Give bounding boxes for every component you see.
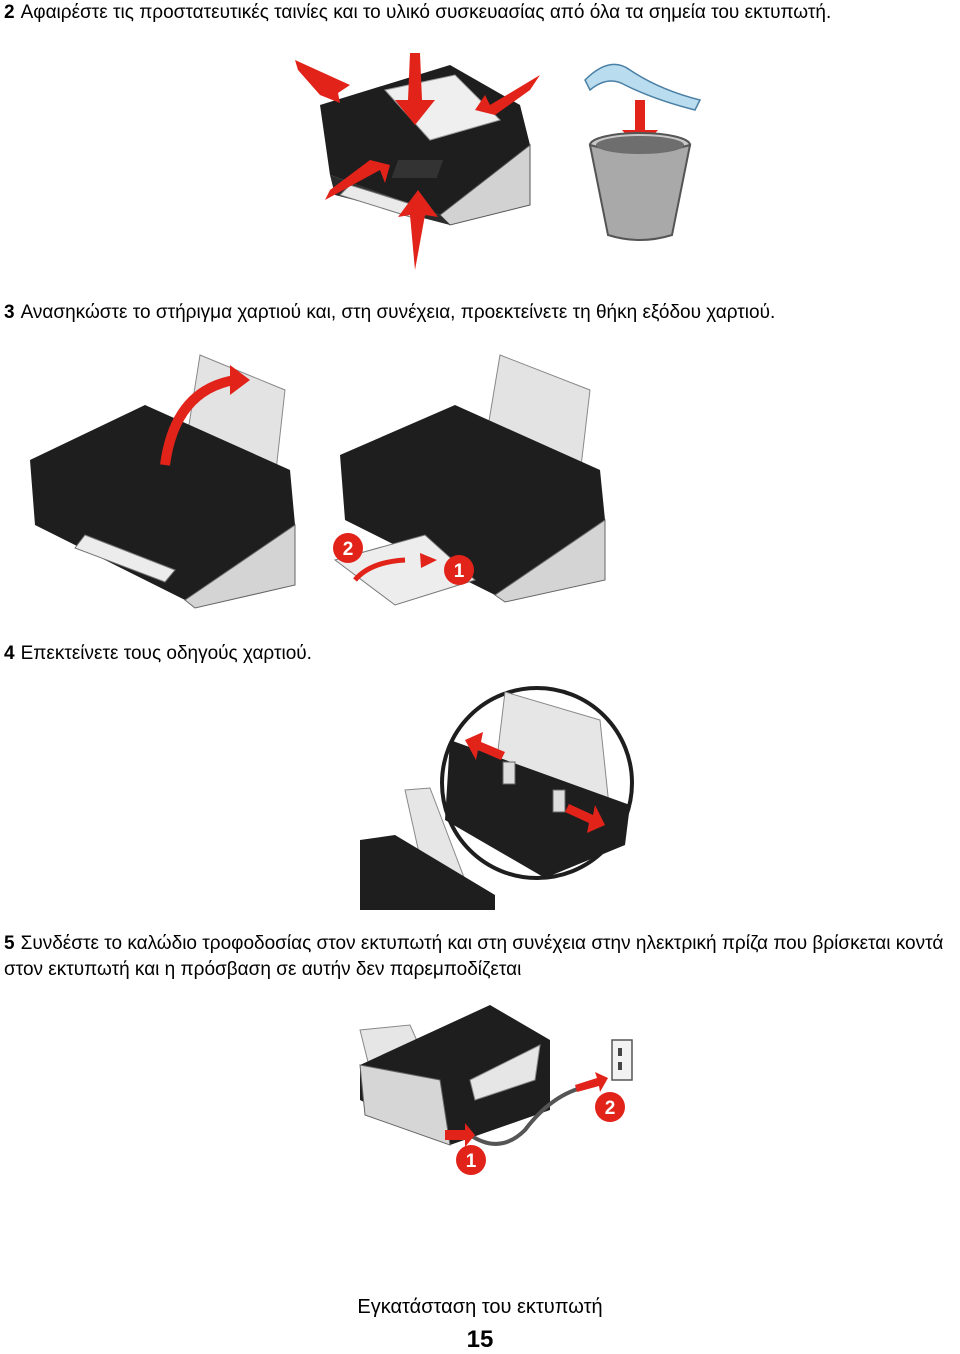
power-cord-illustration xyxy=(350,1000,650,1185)
wall-outlet-icon xyxy=(612,1040,632,1080)
step-text: Επεκτείνετε τους οδηγούς χαρτιού. xyxy=(20,643,312,664)
remove-packaging-illustration xyxy=(290,45,720,275)
callout-1-label: 1 xyxy=(465,1151,477,1172)
page-number: 15 xyxy=(466,1326,494,1353)
step-number: 5 xyxy=(4,933,15,954)
step-2 xyxy=(4,0,831,26)
trash-bin-icon xyxy=(590,133,690,240)
paper-guides-illustration xyxy=(355,680,640,910)
paper-support-illustration xyxy=(25,350,615,615)
step-3 xyxy=(4,300,775,326)
step-number: 3 xyxy=(4,302,15,323)
step-number: 2 xyxy=(4,2,15,23)
printer-rear-image xyxy=(360,1005,550,1145)
step-text: Συνδέστε το καλώδιο τροφοδοσίας στον εκτυπωτή και στη συνέχεια στην ηλεκτρική πρίζα που βρίσκεται κοντά στον εκτυπωτή και η πρόσβαση σε αυτήν δεν παρεμποδίζεται xyxy=(4,933,944,980)
callout-2-label: 2 xyxy=(342,539,354,560)
section-title: Εγκατάσταση του εκτυπωτή xyxy=(357,1296,603,1318)
step-4 xyxy=(4,641,312,667)
step-number: 4 xyxy=(4,643,15,664)
step-text: Ανασηκώστε το στήριγμα χαρτιού και, στη συνέχεια, προεκτείνετε τη θήκη εξόδου χαρτιού. xyxy=(20,302,776,323)
printer-image xyxy=(30,355,295,608)
step-5 xyxy=(4,931,954,983)
step-text: Αφαιρέστε τις προστατευτικές ταινίες και το υλικό συσκευασίας από όλα τα σημεία του εκτυπωτή. xyxy=(20,2,832,23)
magnifier-circle xyxy=(442,688,632,878)
callout-1-label: 1 xyxy=(453,561,465,582)
callout-2-label: 2 xyxy=(604,1098,616,1119)
